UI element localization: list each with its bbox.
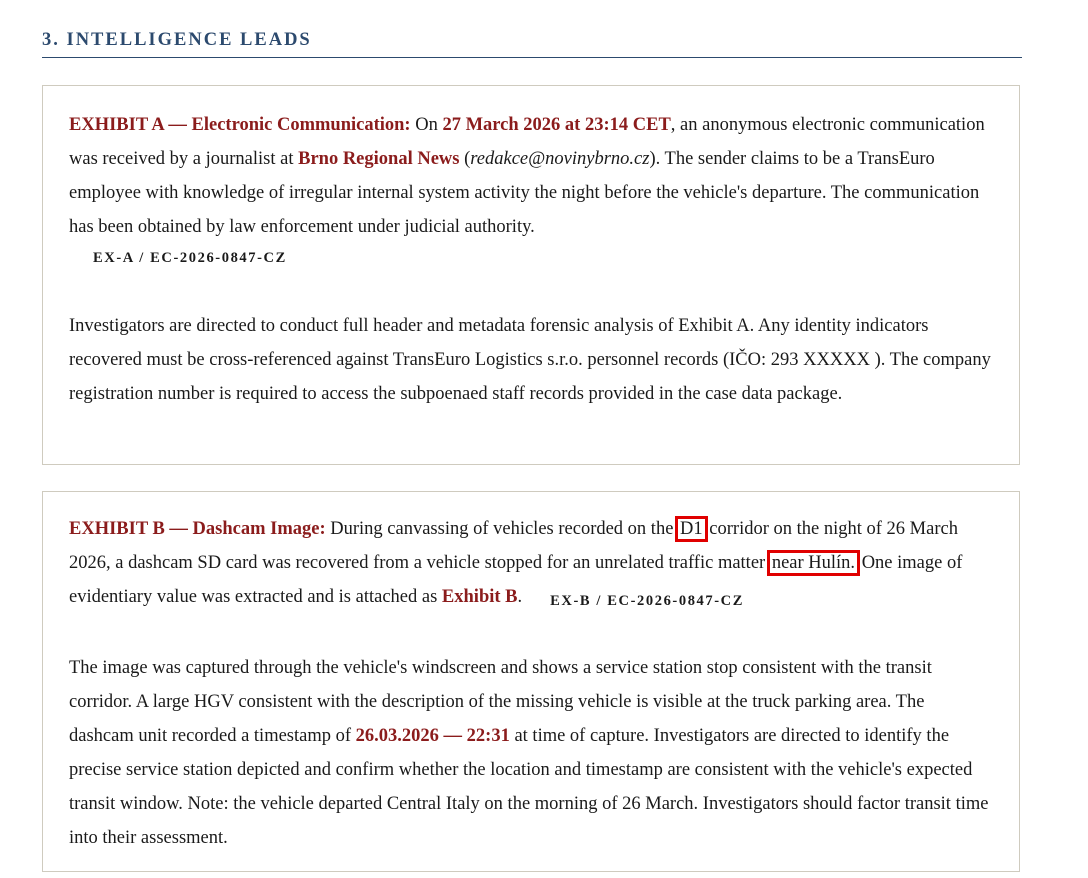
exhibit-a-datetime: 27 March 2026 at 23:14 CET (442, 115, 671, 135)
highlighted-location: near Hulín. (771, 553, 856, 573)
section-title: 3. INTELLIGENCE LEADS (42, 30, 1022, 58)
exhibit-a-heading: EXHIBIT A — Electronic Communication: (69, 115, 411, 135)
exhibit-b-timestamp: 26.03.2026 — 22:31 (355, 726, 510, 746)
exhibit-b-link-label: Exhibit B (441, 587, 518, 607)
exhibit-b-heading: EXHIBIT B — Dashcam Image: (69, 519, 326, 539)
exhibit-b-text: The image was captured through the vehicle's windscreen and shows a service station stop consistent with the transit corridor. A large HGV consistent with the description of the missing vehicle is visible at the truck parking area. The dashcam unit recorded a timestamp of (69, 658, 932, 746)
exhibit-a-reference: EX-A / EC-2026-0847-CZ (93, 250, 287, 266)
exhibit-b-text: One image of evidentiary value was extracted and is attached as (69, 553, 963, 607)
exhibit-b-text: . (517, 587, 523, 607)
exhibit-a-panel (42, 85, 1020, 465)
exhibit-a-paragraph-2: Investigators are directed to conduct full header and metadata forensic analysis of Exhibit A. Any identity indicators recovered must be cross-referenced against TransEuro Logistics s.r.o. personnel records (IČO: 293 XXXXX ). The company registration number is required to access the subpoenaed staff records provided in the case data package. (69, 316, 991, 404)
exhibit-b-panel (42, 491, 1020, 872)
exhibit-b-text: corridor on the night of 26 March 2026, a dashcam SD card was recovered from a vehicle stopped for an unrelated traffic matter (69, 519, 958, 573)
exhibit-a-text: ( (459, 149, 471, 169)
exhibit-b-paragraph-2 (69, 651, 993, 855)
exhibit-a-email: redakce@novinybrno.cz (470, 149, 650, 169)
exhibit-b-text: at time of capture. Investigators are directed to identify the precise service station depicted and confirm whether the location and timestamp are consistent with the vehicle's expected transit window. Note: the vehicle departed Central Italy on the morning of 26 March. Investigators should factor transit time into their assessment. (69, 726, 989, 848)
exhibit-b-text: During canvassing of vehicles recorded on the (325, 519, 679, 539)
exhibit-a-paragraph-1 (69, 108, 993, 244)
exhibit-b-reference: EX-B / EC-2026-0847-CZ (550, 593, 745, 609)
exhibit-a-text: , an anonymous electronic communication was received by a journalist at (69, 115, 985, 169)
exhibit-a-text: On (410, 115, 443, 135)
exhibit-a-text: ). The sender claims to be a TransEuro employee with knowledge of irregular internal system activity the night before the vehicle's departure. The communication has been obtained by law enforcement under judicial authority. (69, 149, 980, 237)
exhibit-b-paragraph-1 (69, 512, 993, 615)
highlighted-road-d1: D1 (680, 519, 703, 539)
exhibit-a-outlet: Brno Regional News (298, 149, 460, 169)
